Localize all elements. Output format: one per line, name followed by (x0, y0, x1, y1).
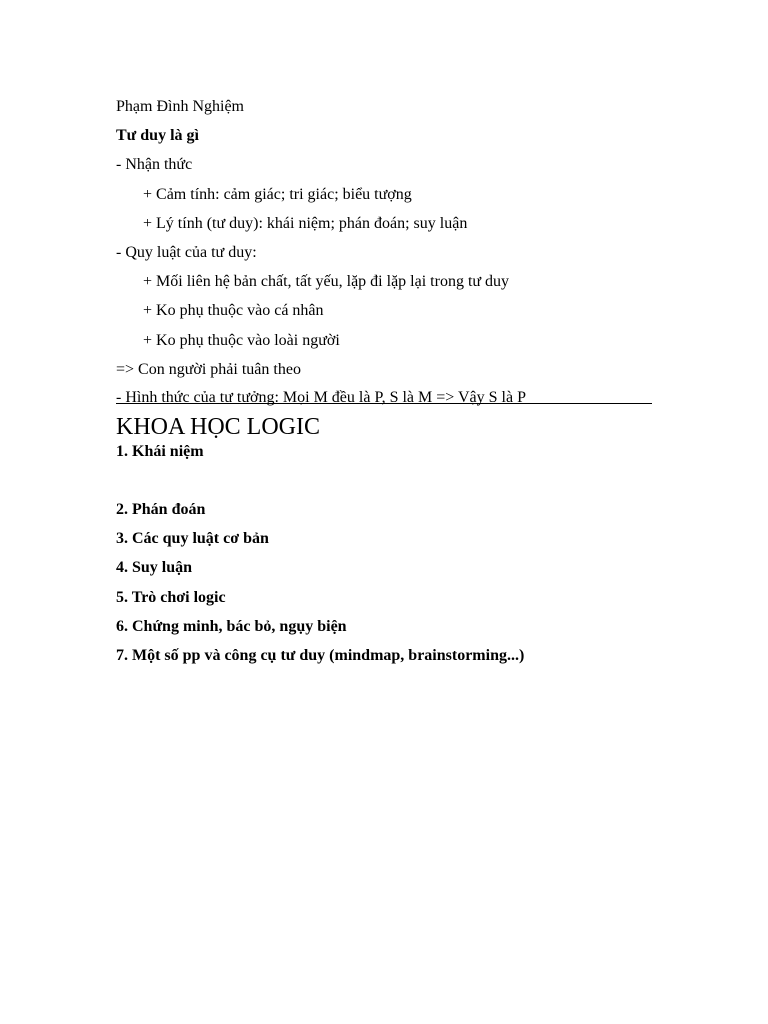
note-line: - Nhận thức (116, 156, 193, 174)
topic-item: 3. Các quy luật cơ bản (116, 530, 269, 548)
topic-item: 2. Phán đoán (116, 501, 206, 519)
blank-line (116, 471, 652, 500)
form-of-thought-line: - Hình thức của tư tưởng: Mọi M đều là P, S là M => Vậy S là P (116, 389, 652, 404)
note-line: - Quy luật của tư duy: (116, 243, 257, 261)
document-page (116, 97, 652, 675)
note-line: + Ko phụ thuộc vào loài người (143, 331, 340, 349)
topic-item: 5. Trò chơi logic (116, 588, 226, 606)
topic-item: 1. Khái niệm (116, 442, 204, 460)
author-name: Phạm Đình Nghiệm (116, 98, 244, 115)
note-line: + Lý tính (tư duy): khái niệm; phán đoán; suy luận (143, 214, 468, 232)
note-line: => Con người phải tuân theo (116, 360, 301, 378)
topic-item: 7. Một số pp và công cụ tư duy (mindmap, brainstorming...) (116, 647, 525, 664)
note-line: + Mối liên hệ bản chất, tất yếu, lặp đi lặp lại trong tư duy (143, 273, 510, 291)
topic-item: 6. Chứng minh, bác bỏ, ngụy biện (116, 617, 347, 635)
section-heading: KHOA HỌC LOGIC (116, 413, 320, 440)
note-line: + Ko phụ thuộc vào cá nhân (143, 302, 324, 320)
topic-item: 4. Suy luận (116, 559, 193, 577)
note-line: + Cảm tính: cảm giác; tri giác; biểu tượng (143, 185, 412, 203)
document-title: Tư duy là gì (116, 127, 199, 145)
